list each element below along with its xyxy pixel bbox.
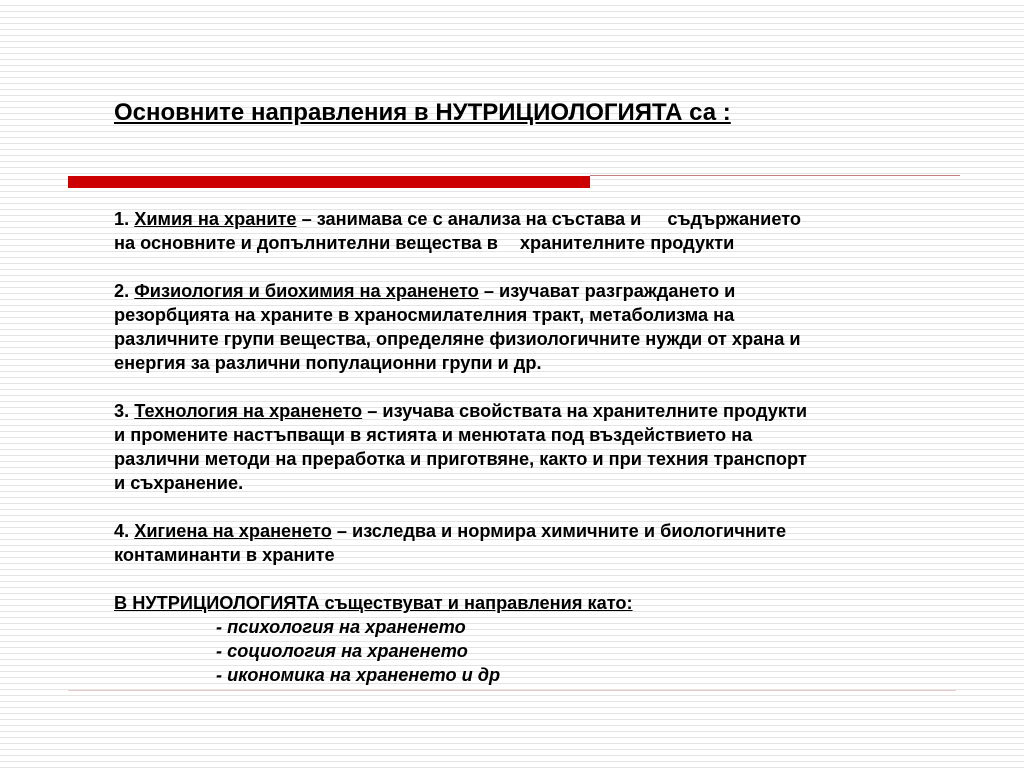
item-2-term: Физиология и биохимия на храненето (134, 281, 479, 301)
slide-body (114, 207, 1014, 687)
other-direction-item: - социология на храненето (216, 641, 468, 661)
item-4-term: Хигиена на храненето (134, 521, 332, 541)
item-4-line-1 (114, 519, 1014, 543)
item-1-text: на основните и допълнителни вещества в (114, 233, 498, 253)
item-2-number: 2. (114, 281, 130, 301)
item-4-line-2: контаминанти в храните (114, 545, 335, 565)
item-2-line-2: резорбцията на храните в храносмилателния тракт, метаболизма на (114, 305, 735, 325)
item-1-line-1 (114, 207, 1014, 231)
other-direction-item: - икономика на храненето и др (216, 665, 501, 685)
other-direction-item: - психология на храненето (216, 617, 466, 637)
item-2-line-4: енергия за различни популационни групи и др. (114, 353, 542, 373)
item-3-line-4: и съхранение. (114, 473, 244, 493)
item-1-text: съдържанието (667, 209, 801, 229)
item-3-text: – изучава свойствата на хранителните продукти (367, 401, 808, 421)
red-divider-bar (68, 176, 590, 188)
item-3-term: Технология на храненето (134, 401, 363, 421)
item-2-line-3: различните групи вещества, определяне физиологичните нужди от храна и (114, 329, 801, 349)
item-1-line-2 (114, 231, 1014, 255)
thin-divider-line (590, 175, 960, 176)
item-1-text: хранителните продукти (519, 233, 735, 253)
item-4-text: – изследва и нормира химичните и биологичните (336, 521, 787, 541)
other-directions-heading: В НУТРИЦИОЛОГИЯТА съществуват и направления като: (114, 593, 633, 613)
slide-title: Основните направления в НУТРИЦИОЛОГИЯТА са : (114, 99, 731, 126)
item-3-line-1 (114, 399, 1014, 423)
item-3-line-2: и промените настъпващи в ястията и менютата под въздействието на (114, 425, 753, 445)
item-2-text: – изучават разграждането и (483, 281, 736, 301)
item-4-number: 4. (114, 521, 130, 541)
item-1-term: Химия на храните (134, 209, 297, 229)
bottom-divider-line (68, 690, 956, 691)
item-1-number: 1. (114, 209, 130, 229)
item-3-line-3: различни методи на преработка и приготвяне, както и при техния транспорт (114, 449, 807, 469)
item-1-text: – занимава се с анализа на състава и (301, 209, 642, 229)
item-2-line-1 (114, 279, 1014, 303)
item-3-number: 3. (114, 401, 130, 421)
